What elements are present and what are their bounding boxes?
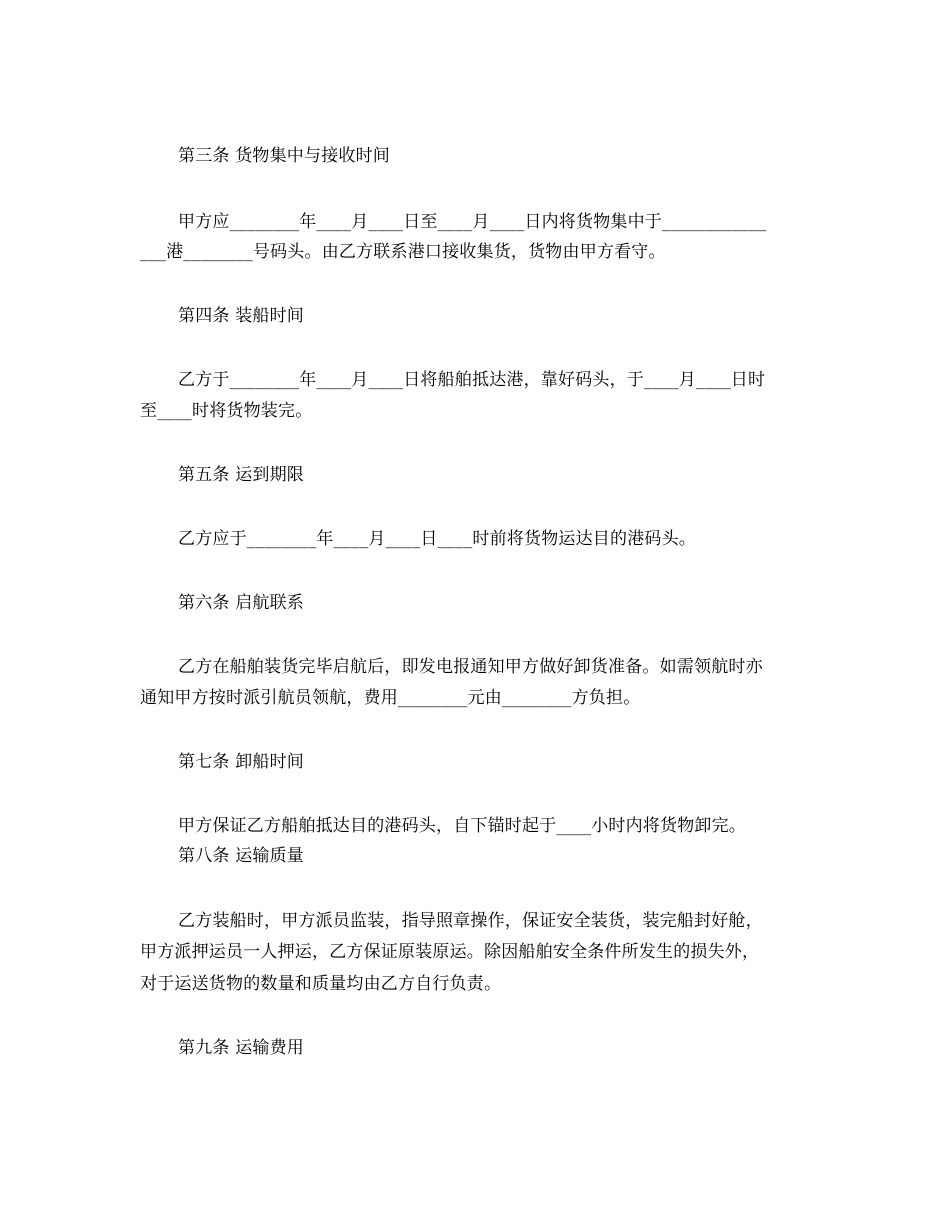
article3-line-1: 甲方应________年____月____日至____月____日内将货物集中于____________ [178, 212, 767, 232]
article6-line-2: 通知甲方按时派引航员领航，费用________元由________方负担。 [140, 688, 641, 708]
article6-line-1: 乙方在船舶装货完毕启航后，即发电报通知甲方做好卸货准备。如需领航时亦 [178, 657, 763, 677]
article6-title: 第六条 启航联系 [178, 593, 305, 613]
article9-title: 第九条 运输费用 [178, 1038, 305, 1058]
article8-line-1: 乙方装船时，甲方派员监装，指导照章操作，保证安全装货，装完船封好舱， [178, 911, 763, 931]
article5-line-1: 乙方应于________年____月____日____时前将货物运达目的港码头。 [178, 529, 696, 549]
article8-line-2: 甲方派押运员一人押运，乙方保证原装原运。除因船舶安全条件所发生的损失外， [140, 942, 760, 962]
article8-line-3: 对于运送货物的数量和质量均由乙方自行负责。 [140, 974, 502, 994]
article7-title: 第七条 卸船时间 [178, 752, 305, 772]
article3-line-2: ___港________号码头。由乙方联系港口接收集货，货物由甲方看守。 [140, 242, 666, 262]
article3-title: 第三条 货物集中与接收时间 [178, 146, 391, 166]
article7-line-1: 甲方保证乙方船舶抵达目的港码头，自下锚时起于____小时内将货物卸完。 [178, 816, 746, 836]
article4-title: 第四条 装船时间 [178, 306, 305, 326]
article5-title: 第五条 运到期限 [178, 465, 305, 485]
article4-line-1: 乙方于________年____月____日将船舶抵达港，靠好码头，于____月____日时 [178, 370, 766, 390]
article8-title: 第八条 运输质量 [178, 846, 305, 866]
article4-line-2: 至____时将货物装完。 [140, 401, 313, 421]
